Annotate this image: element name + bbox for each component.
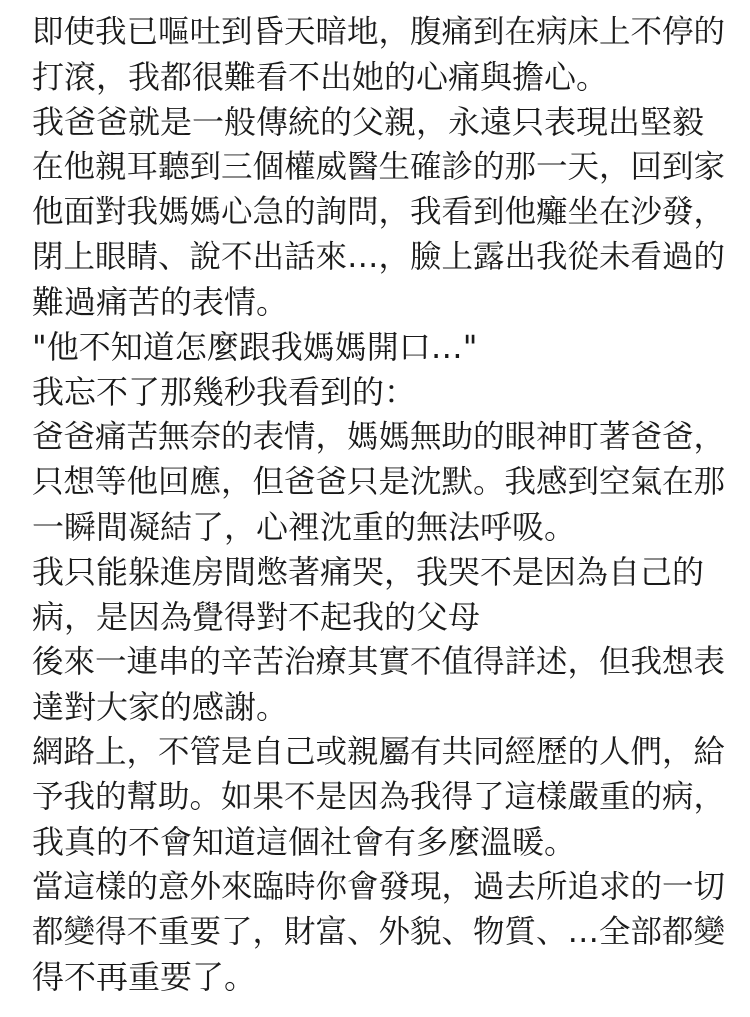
text-line: 一瞬間凝結了，心裡沈重的無法呼吸。 [32, 508, 577, 546]
text-line: 我只能躲進房間憋著痛哭，我哭不是因為自己的 [32, 553, 705, 591]
text-line: 得不再重要了。 [32, 958, 257, 996]
text-line: 我真的不會知道這個社會有多麼溫暖。 [32, 823, 577, 861]
text-line: "他不知道怎麼跟我媽媽開口…" [32, 328, 478, 366]
text-line: 我忘不了那幾秒我看到的： [32, 373, 417, 411]
text-line: 爸爸痛苦無奈的表情，媽媽無助的眼神盯著爸爸， [32, 419, 726, 455]
text-line: 後來一連串的辛苦治療其實不值得詳述，但我想表 [32, 644, 726, 680]
text-line: 都變得不重要了，財富、外貌、物質、…全部都變 [32, 914, 726, 950]
text-line: 當這樣的意外來臨時你會發現，過去所追求的一切 [32, 869, 726, 905]
text-line: 打滾，我都很難看不出她的心痛與擔心。 [32, 58, 609, 96]
text-line: 他面對我媽媽心急的詢問，我看到他癱坐在沙發， [32, 194, 726, 230]
text-line: 網路上，不管是自己或親屬有共同經歷的人們，給 [32, 734, 726, 770]
text-line: 在他親耳聽到三個權威醫生確診的那一天，回到家 [32, 149, 726, 185]
text-line: 病，是因為覺得對不起我的父母 [32, 598, 481, 636]
text-line: 難過痛苦的表情。 [32, 283, 289, 321]
text-line: 予我的幫助。如果不是因為我得了這樣嚴重的病， [32, 779, 726, 815]
text-line: 只想等他回應，但爸爸只是沈默。我感到空氣在那 [32, 464, 726, 500]
text-line: 閉上眼睛、說不出話來…，臉上露出我從未看過的 [32, 239, 726, 275]
text-line: 即使我已嘔吐到昏天暗地，腹痛到在病床上不停的 [32, 14, 726, 50]
text-line: 我爸爸就是一般傳統的父親，永遠只表現出堅毅 [32, 103, 705, 141]
text-line: 達對大家的感謝。 [32, 688, 289, 726]
